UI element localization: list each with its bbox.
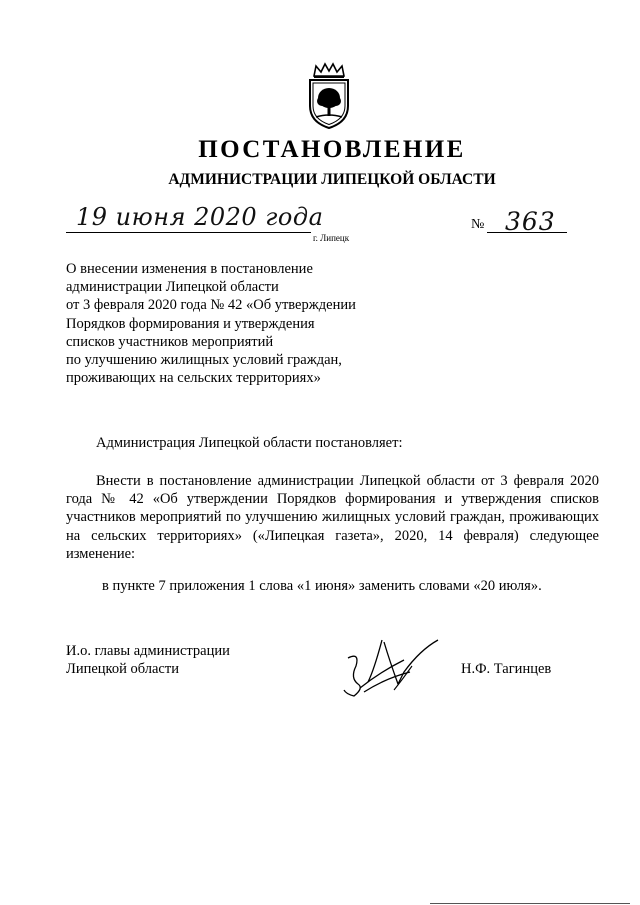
signatory-position <box>66 642 230 678</box>
signatory-position-line: И.о. главы администрации <box>66 643 230 659</box>
resolution-change: в пункте 7 приложения 1 слова «1 июня» заменить словами «20 июля». <box>102 578 542 594</box>
signatory-name: Н.Ф. Тагинцев <box>461 661 552 677</box>
coat-of-arms-icon <box>302 62 356 130</box>
subject-line: администрации Липецкой области <box>66 279 279 296</box>
subject-line: О внесении изменения в постановление <box>66 261 313 277</box>
signatory-position-line: Липецкой области <box>66 661 179 678</box>
subject-line: проживающих на сельских территориях» <box>66 370 321 387</box>
subject-line: списков участников мероприятий <box>66 333 274 350</box>
page-edge-line <box>430 903 630 904</box>
subject-block <box>66 260 356 387</box>
resolution-body: Внести в постановление администрации Липецкой области от 3 февраля 2020 года № 42 «Об утверждении Порядков формирования и утверждения списков участников мероприятий по улучшению жилищных условий граждан, проживающих на сельских территориях» («Липецкая газета», 2020, 14 февраля) следующее изменение: <box>66 473 599 562</box>
subject-line: от 3 февраля 2020 года № 42 «Об утверждении <box>66 297 356 314</box>
number-underline <box>487 232 567 233</box>
city-label: г. Липецк <box>313 233 350 243</box>
handwritten-signature <box>340 632 452 698</box>
issuer-subtitle: АДМИНИСТРАЦИИ ЛИПЕЦКОЙ ОБЛАСТИ <box>168 171 496 188</box>
handwritten-date: 19 июня 2020 года <box>76 203 324 231</box>
subject-line: по улучшению жилищных условий граждан, <box>66 352 342 369</box>
handwritten-number: 363 <box>505 207 556 236</box>
number-sign: № <box>471 217 485 232</box>
date-underline <box>66 232 311 233</box>
document-title: ПОСТАНОВЛЕНИЕ <box>198 136 466 163</box>
subject-line: Порядков формирования и утверждения <box>66 315 315 332</box>
resolution-intro: Администрация Липецкой области постановляет: <box>96 435 403 451</box>
